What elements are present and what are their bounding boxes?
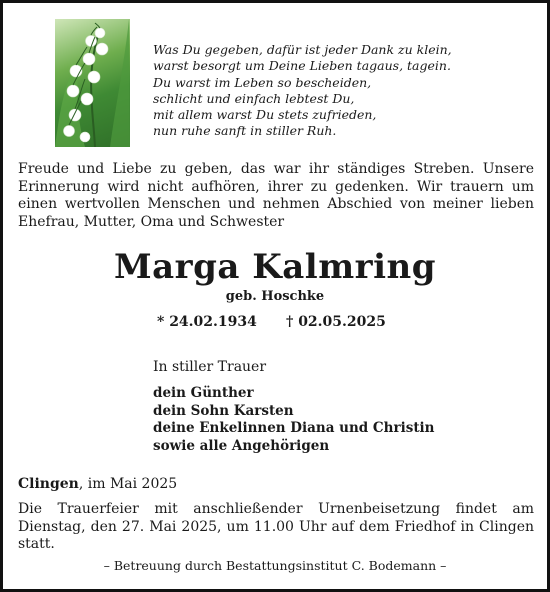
maiden-name: geb. Hoschke [225, 289, 325, 304]
place-town: Clingen [18, 476, 79, 492]
place-date: , im Mai 2025 [78, 476, 178, 492]
birth-date: * 24.02.1934 [157, 314, 257, 330]
undertaker-line: – Betreuung durch Bestattungsinstitut C. Bodemann – [103, 558, 447, 573]
place-and-date [18, 476, 177, 492]
poem-line: warst besorgt um Deine Lieben tagaus, tagein. [153, 58, 451, 74]
mourners-list [153, 385, 435, 455]
flower-illustration [55, 19, 130, 147]
intro-paragraph: Freude und Liebe zu geben, das war ihr ständiges Streben. Unsere Erinnerung wird nicht aufhören, ihrer zu gedenken. Wir trauern um einen wertvollen Menschen und nehmen Abschied von meiner lieben Ehefrau, Mutter, Oma und Schwester [18, 161, 534, 230]
poem-line: Du warst im Leben so bescheiden, [153, 74, 372, 90]
mourner-item: dein Günther [153, 385, 254, 401]
death-date: † 02.05.2025 [286, 314, 386, 330]
mourner-item: sowie alle Angehörigen [153, 437, 330, 454]
funeral-info: Die Trauerfeier mit anschließender Urnenbeisetzung findet am Dienstag, den 27. Mai 2025, um 11.00 Uhr auf dem Friedhof in Clingen statt. [18, 501, 534, 552]
deceased-name: Marga Kalmring [113, 247, 436, 287]
mourning-line: In stiller Trauer [153, 359, 267, 375]
poem-line: nun ruhe sanft in stiller Ruh. [153, 123, 337, 139]
memorial-poem [153, 42, 493, 140]
mourner-item: dein Sohn Karsten [153, 402, 294, 419]
lily-of-the-valley-image [55, 19, 130, 147]
mourner-item: deine Enkelinnen Diana und Christin [153, 420, 435, 436]
poem-line: schlicht und einfach lebtest Du, [153, 90, 355, 106]
poem-line: Was Du gegeben, dafür ist jeder Dank zu klein, [153, 42, 452, 57]
poem-line: mit allem warst Du stets zufrieden, [153, 107, 377, 123]
